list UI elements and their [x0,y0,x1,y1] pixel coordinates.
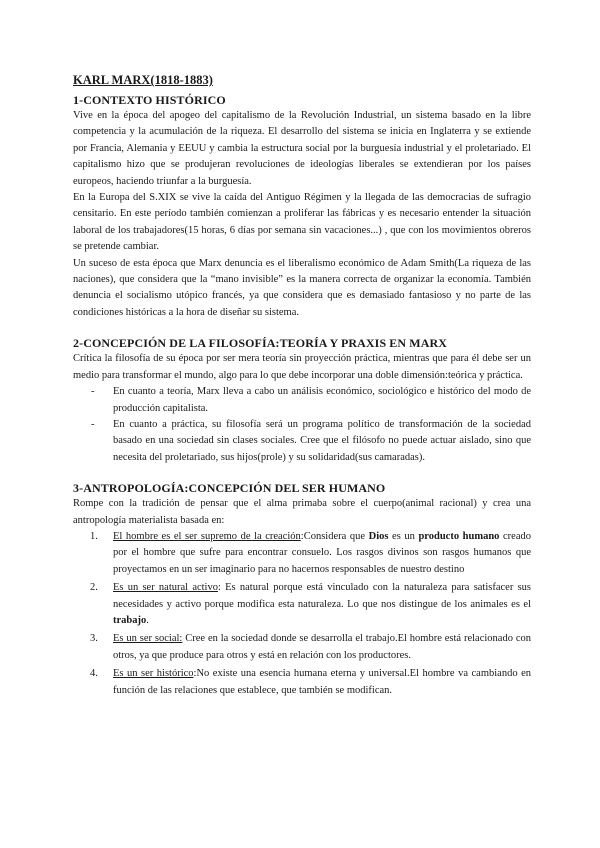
item-text: :No existe una esencia humana eterna y universal.El hombre va cambiando en función de las relaciones que establece, que también se modifican. [113,668,531,696]
item-number: 4. [90,668,98,680]
section-1-heading: 1-CONTEXTO HISTÓRICO [73,93,226,107]
item-text: : Es natural porque está vinculado con la naturaleza para satisfacer sus necesidades y activo porque modifica esta naturaleza. Lo que nos distingue de los animales es el [113,582,531,610]
document-title: KARL MARX(1818-1883) [73,73,213,87]
item-text: :Considera que [300,530,369,542]
list-item [73,417,531,466]
item-number: 2. [90,582,98,594]
list-item [73,580,531,629]
dash-marker: - [91,386,95,398]
item-text: es un [388,530,419,542]
section-3-intro: Rompe con la tradición de pensar que el alma primaba sobre el cuerpo(animal racional) y crea una antropología materialista basada en: [73,498,531,526]
section-1-paragraph-1: Vive en la época del apogeo del capitalismo de la Revolución Industrial, un sistema basado en la libre competencia y la acumulación de la riqueza. El desarrollo del sistema se inicia en Inglaterra y se extiende por Francia, Alemania y EEUU y cambia la estructura social por la burguesía industrial y el proletariado. El capitalismo hizo que se produjeran revoluciones de ideologías liberales se extendieran por los países europeos, haciendo triunfar a la burguesía. [73,110,531,187]
section-1-paragraph-3: Un suceso de esta época que Marx denuncia es el liberalismo económico de Adam Smith(La riqueza de las naciones), que considera que la “mano invisible” es la manera correcta de organizar la economía. También denuncia el socialismo utópico francés, ya que considera que es demasiado fantasioso y no parte de las condiciones históricas a la hora de diseñar su sistema. [73,257,531,318]
item-number: 3. [90,633,98,645]
list-item [73,384,531,417]
section-2-intro: Crítica la filosofía de su época por ser mera teoría sin proyección práctica, mientras que para él debe ser un medio para transformar el mundo, algo para lo que debe incorporar una doble dimensión:teórica y práctica. [73,353,531,381]
document-page [73,73,531,701]
section-2-heading: 2-CONCEPCIÓN DE LA FILOSOFÍA:TEORÍA Y PRAXIS EN MARX [73,336,448,351]
item-number: 1. [90,530,98,542]
section-2-bullet-list [73,384,531,466]
item-bold-text: producto humano [418,530,500,542]
item-lead: El hombre es el ser supremo de la creación [113,530,301,542]
section-3-numbered-list [73,529,531,699]
list-item [73,666,531,699]
item-bold-text: trabajo [113,614,147,626]
item-lead: Es un ser social: [113,633,183,645]
section-1-paragraph-2: En la Europa del S.XIX se vive la caída del Antiguo Régimen y la llegada de las democracias de sufragio censitario. En este período también comienzan a proliferar las fábricas y es necesario entender la situación laboral de los trabajadores(15 horas, 6 días por semana sin vacaciones...) , que con los movimientos obreros se pretende cambiar. [73,192,531,253]
item-text: Cree en la sociedad donde se desarrolla el trabajo.El hombre está relacionado con otros, ya que produce para otros y está en relación con los productores. [113,633,532,661]
item-lead: Es un ser natural activo [113,582,218,594]
item-lead: Es un ser histórico [113,668,194,680]
item-text: creado por el hombre que sufre para encontrar consuelo. Los rasgos divinos son rasgos humanos que proyectamos en un ser imaginario para no hacernos responsables de nuestro destino [113,530,531,575]
section-3-heading: 3-ANTROPOLOGÍA:CONCEPCIÓN DEL SER HUMANO [73,481,386,496]
bullet-text: En cuanto a práctica, su filosofía será un programa político de transformación de la sociedad basado en una sociedad sin clases sociales. Cree que el filósofo no puede actuar aislado, sino que necesita del proletariado, sus hijos(prole) y su solidaridad(sus camaradas). [113,418,531,463]
bullet-text: En cuanto a teoría, Marx lleva a cabo un análisis económico, sociológico e histórico del modo de producción capitalista. [113,386,531,414]
list-item [73,529,531,578]
list-item [73,631,531,664]
dash-marker: - [91,418,95,430]
item-bold-text: Dios [368,530,389,542]
item-text: . [146,614,149,626]
